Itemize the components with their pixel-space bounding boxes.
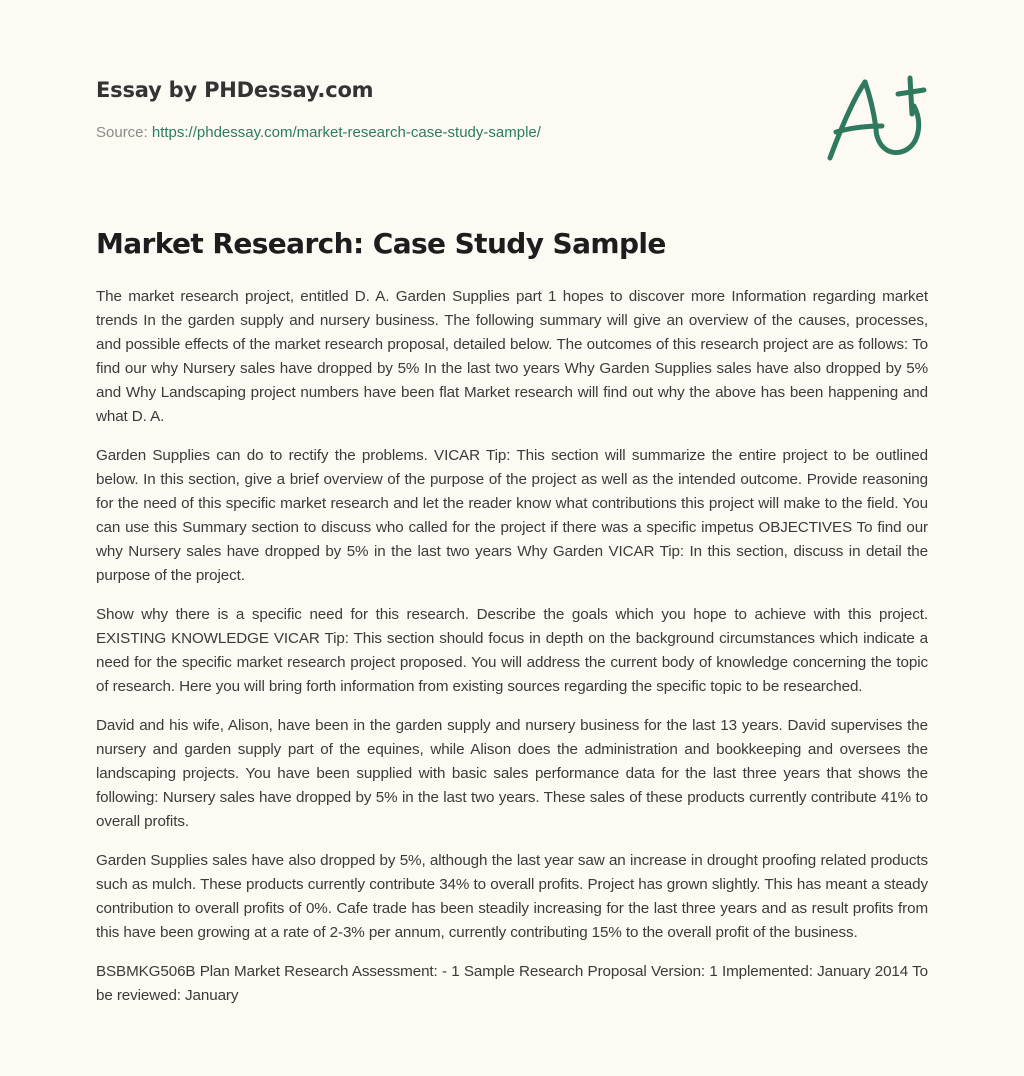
essay-paragraph: Garden Supplies sales have also dropped by 5%, although the last year saw an increase in drought proofing related products such as mulch. These products currently contribute 34% to overall profits. Project has grown slightly. This has meant a steady contribution to overall profits of 0%. Cafe trade has been steadily increasing for the last three years and as result profits from this have been growing at a rate of 2-3% per annum, currently contributing 15% to the overall profit of the business. (96, 852, 928, 941)
source-link[interactable]: https://phdessay.com/market-research-case-study-sample/ (151, 124, 541, 141)
essay-paragraph: BSBMKG506B Plan Market Research Assessment: - 1 Sample Research Proposal Version: 1 Implemented: January 2014 To be reviewed: January (96, 963, 928, 1004)
site-brand: Essay by PHDessay.com (96, 78, 374, 102)
page-title: Market Research: Case Study Sample (96, 227, 666, 260)
essay-paragraph: Show why there is a specific need for this research. Describe the goals which you hope to achieve with this project. EXISTING KNOWLEDGE VICAR Tip: This section should focus in depth on the background circumstances which indicate a need for the specific market research project proposed. You will address the current body of knowledge concerning the topic of research. Here you will bring forth information from existing sources regarding the specific topic to be researched. (96, 606, 928, 695)
essay-body (96, 285, 928, 1023)
essay-paragraph: Garden Supplies can do to rectify the problems. VICAR Tip: This section will summarize the entire project to be outlined below. In this section, give a brief overview of the purpose of the project as well as the intended outcome. Provide reasoning for the need of this specific market research and let the reader know what contributions this project will make to the field. You can use this Summary section to discuss who called for the project if there was a specific impetus OBJECTIVES To find our why Nursery sales have dropped by 5% in the last two years Why Garden VICAR Tip: In this section, discuss in detail the purpose of the project. (96, 447, 928, 584)
a-plus-grade-icon (820, 66, 930, 166)
essay-paragraph: David and his wife, Alison, have been in the garden supply and nursery business for the last 13 years. David supervises the nursery and garden supply part of the equines, while Alison does the administration and bookkeeping and oversees the landscaping projects. You have been supplied with basic sales performance data for the last three years that shows the following: Nursery sales have dropped by 5% in the last two years. These sales of these products currently contribute 41% to overall profits. (96, 717, 928, 830)
essay-header (96, 76, 928, 143)
essay-paragraph: The market research project, entitled D. A. Garden Supplies part 1 hopes to discover more Information regarding market trends In the garden supply and nursery business. The following summary will give an overview of the causes, processes, and possible effects of the market research proposal, detailed below. The outcomes of this research project are as follows: To find our why Nursery sales have dropped by 5% In the last two years Why Garden Supplies sales have also dropped by 5% and Why Landscaping project numbers have been flat Market research will find out why the above has been happening and what D. A. (96, 288, 928, 425)
source-line (96, 123, 928, 143)
source-label: Source: (96, 124, 152, 141)
